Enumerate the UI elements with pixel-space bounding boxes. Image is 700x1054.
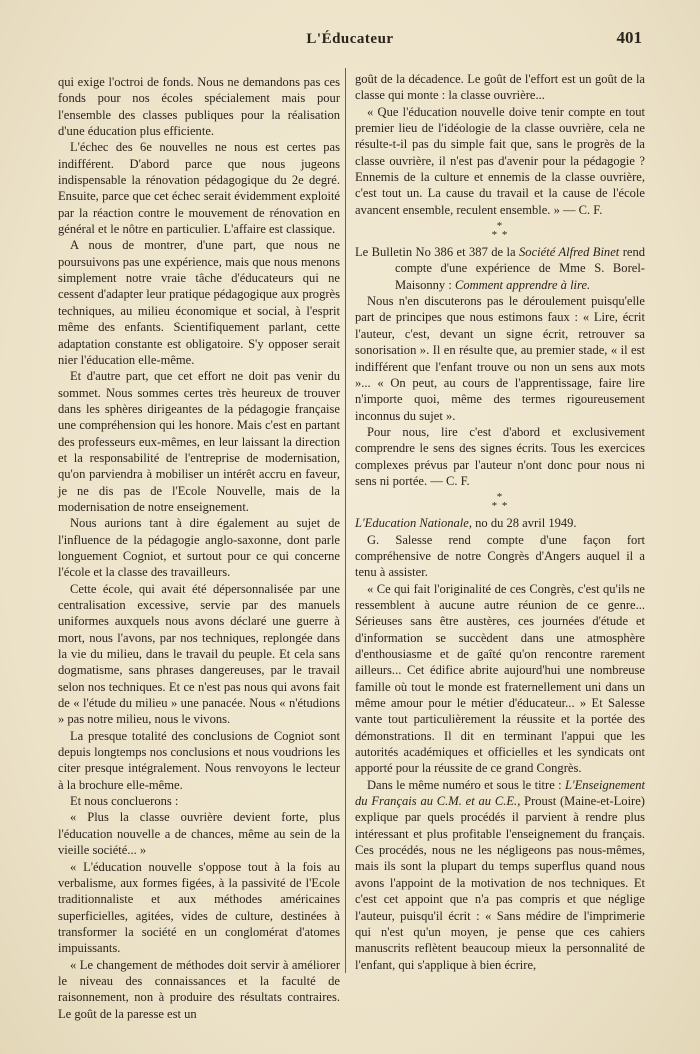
- paragraph: A nous de montrer, d'une part, que nous ne poursuivons pas une expérience, mais que nous menons simplement notre vraie tâche d'éducateurs qui ne cessent d'adapter leur pratique pédagogique aux progrès techniques, au milieu économique et social, à l'esprit même des enfants. Scientifiquement parlant, cette adaptation constante est obligatoire. S'y opposer serait nier l'éducation elle-même.: [58, 238, 340, 367]
- review-heading-rest: , no du 28 avril 1949.: [468, 516, 577, 531]
- quote-paragraph: « L'éducation nouvelle s'oppose tout à la fois au verbalisme, aux formes figées, à la passivité de l'Ecole traditionnaliste et aux méthodes américaines superficielles, agitées, vides de culture, destinées à transformer la société en un conglomérat d'atomes impuissants.: [58, 859, 340, 956]
- section-separator-asterisks: * * *: [491, 491, 509, 513]
- quote-paragraph: « Que l'éducation nouvelle doive tenir compte en tout premier lieu de l'idéologie de la classe ouvrière, cela ne résulte-t-il pas du simple fait que, sans le progrès de la classe ouvrière, il n'est pas d'avenir pour la pédagogie ? Ennemis de la culture et ennemis de la classe ouvrière, c'est tout un. La cause du travail et la cause de l'école avancent ensemble, reculent ensemble. » — C. F.: [355, 104, 645, 217]
- paragraph-rest: , Proust (Maine-et-Loire) explique par quels procédés il parvient à rendre plus intéressant et plus profitable l'enseignement du français. Ces procédés, nous ne les négligeons pas nous-mêmes, mais ils sont la plupart du temps superflus quand nous avons l'appoint de la motivation de nos techniques. Et c'est cet appoint que n'a pas compris et que néglige l'auteur, puisqu'il écrit : « Sans médire de l'imprimerie qui n'est qu'un moyen, je pense que ces cahiers manuscrits reflètent beaucoup mieux la personnalité de l'enfant, qui s'applique à bien écrire,: [355, 794, 645, 972]
- review-heading: [355, 244, 645, 293]
- review-source: L'Education Nationale: [355, 516, 469, 531]
- paragraph: G. Salesse rend compte d'une façon fort compréhensive de notre Congrès d'Angers auquel il a tenu à assister.: [355, 532, 645, 580]
- quote-paragraph: « Ce qui fait l'originalité de ces Congrès, c'est qu'ils ne ressemblent à aucune autre réunion de ce genre... Sérieuses sans être austères, ces journées d'étude et d'information se succèdent dans une atmosphère d'enthousiasme et de gaîté qu'on rencontre rarement ailleurs... Cet édifice abrite aujourd'hui une nombreuse famille où tout le monde est fraternellement uni dans un même amour pour le métier d'éducateur... » Et Salesse vante tout particulièrement la réussite et la portée des démonstrations. Il dit en terminant l'appui que les autorités académiques et officielles et les syndicats ont apporté pour la réussite de ce grand Congrès.: [355, 581, 645, 776]
- paragraph: Cette école, qui avait été dépersonnalisée par une centralisation excessive, servie par des manuels uniformes auxquels nous avons déclaré une guerre à mort, nous l'avons, par nos techniques, replongée dans la vie du milieu, dans le travail du peuple. Et cela sans dogmatisme, sans phrases dangereuses, par le travail selon nos techniques. Et ce n'est pas nous qui avons fait de « l'étude du milieu » une panacée. Nous « n'étudions » pas notre milieu, nous le vivons.: [58, 581, 340, 727]
- paragraph: Pour nous, lire c'est d'abord et exclusivement comprendre le sens des signes écrits. Tous les exercices complexes prévus par l'auteur n'ont donc pour nous ni sens ni portée. — C. F.: [355, 424, 645, 488]
- review-heading: [355, 515, 645, 531]
- review-article-title: Comment apprendre à lire.: [454, 277, 591, 292]
- paragraph: Et d'autre part, que cet effort ne doit pas venir du sommet. Nous sommes certes très heureux de trouver dans les sphères dirigeantes de la pédagogie française une compréhension qui les honore. Mais c'est en partant des professeurs eux-mêmes, en leur laissant la direction et la responsabilité de l'entreprise de modernisation, qu'on parviendra à mobiliser un intérêt accru en faveur, je ne dis pas de l'Ecole Nouvelle, mais de la modernisation de notre enseignement.: [58, 369, 340, 514]
- paragraph: qui exige l'octroi de fonds. Nous ne demandons pas ces fonds pour nos écoles spécialement mais pour l'ensemble des classes publiques pour la réalisation d'une éducation plus efficiente.: [58, 75, 340, 139]
- right-column: [355, 71, 645, 973]
- section-separator-asterisks: * * *: [491, 220, 509, 242]
- review-heading-lead: Le Bulletin No 386 et 387 de la: [355, 245, 520, 260]
- quote-paragraph: « Plus la classe ouvrière devient forte, plus l'éducation nouvelle a de chances, même au sein de la vieille société... »: [58, 810, 340, 858]
- review-heading-mid: rend compte d'une expérience de Mme S. Borel-Maisonny :: [395, 245, 645, 292]
- paragraph: Nous n'en discuterons pas le déroulement puisqu'elle part de principes que nous estimons faux : « Lire, écrit l'auteur, c'est, devant un signe écrit, retrouver sa sonorisation ». Il en résulte que, au premier stade, « il est indifférent que l'enfant trouve ou non un sens aux mots »... « On peut, au cours de l'apprentissage, faire lire n'importe quoi, même des termes rigoureusement inconnus du sujet ».: [355, 294, 645, 423]
- journal-title: L'Éducateur: [306, 31, 394, 47]
- review-source: Société Alfred Binet: [519, 245, 620, 260]
- paragraph: L'échec des 6e nouvelles ne nous est certes pas indifférent. D'abord parce que nous jugeons indispensable la rénovation pédagogique du 2e degré. Ensuite, parce que cet échec serait évidemment exploité par la réaction contre le mouvement de rénovation en général et le nôtre en particulier. L'affaire est classique.: [58, 140, 340, 237]
- column-divider: [345, 68, 346, 973]
- left-column: [58, 74, 340, 1022]
- paragraph: [355, 777, 645, 973]
- paragraph: La presque totalité des conclusions de Cogniot sont depuis longtemps nos conclusions et nous voudrions les citer presque intégralement. Nous renvoyons le lecteur à la brochure elle-même.: [58, 728, 340, 792]
- paragraph-lead: Dans le même numéro et sous le titre :: [367, 777, 565, 792]
- page-number: 401: [616, 28, 642, 47]
- paragraph: Et nous concluerons :: [70, 794, 179, 809]
- article-title: L'Enseignement du Français au C.M. et au C.E.: [355, 777, 645, 809]
- paragraph: Nous aurions tant à dire également au sujet de l'influence de la pédagogie anglo-saxonne, dont parle longuement Cogniot, et surtout pour ce qui concerne l'école et la classe des travailleurs.: [58, 516, 340, 580]
- quote-paragraph: « Le changement de méthodes doit servir à améliorer le niveau des connaissances et la faculté de raisonnement, non à produire des résultats contraires. Le goût de la paresse est un: [58, 957, 340, 1021]
- paragraph: goût de la décadence. Le goût de l'effort est un goût de la classe qui monte : la classe ouvrière...: [355, 72, 645, 103]
